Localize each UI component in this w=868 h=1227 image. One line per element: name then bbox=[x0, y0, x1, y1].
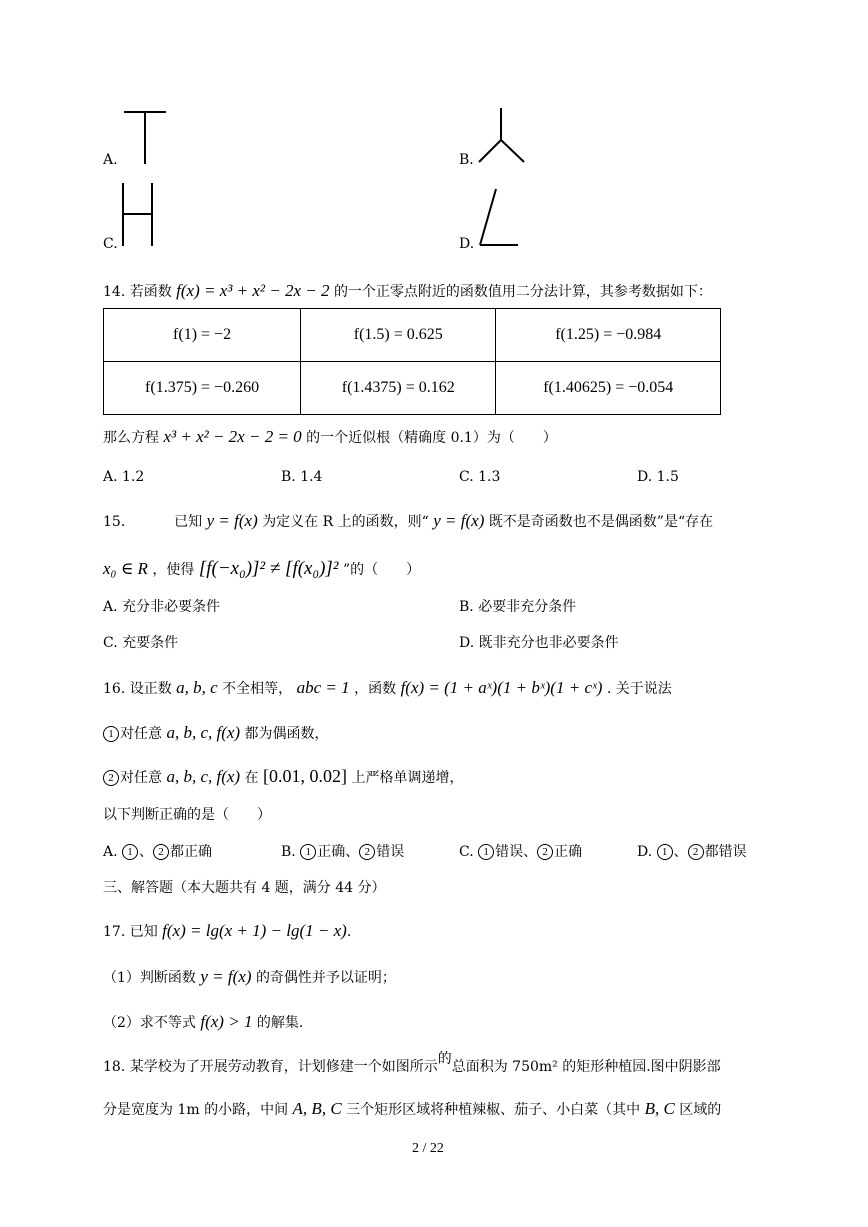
q15-yfx: y = f(x) bbox=[206, 511, 258, 530]
q15-option-b[interactable]: B. 必要非充分条件 bbox=[459, 599, 577, 615]
q15-yfx-2: y = f(x) bbox=[433, 511, 485, 530]
q15-text1: 已知 bbox=[174, 514, 203, 530]
q16-s2-pre: 对任意 bbox=[120, 770, 162, 786]
q15-text5: ”的（ ） bbox=[342, 562, 421, 578]
q15-inequality: [f(−x₀)]² ≠ [f(x₀)]² bbox=[198, 558, 339, 579]
q14-option-c[interactable]: C. 1.3 bbox=[459, 469, 501, 485]
circled-number: 1 bbox=[103, 726, 119, 742]
circled-number: 2 bbox=[153, 844, 169, 860]
q17-part1 bbox=[103, 967, 396, 987]
q16-s1-pre: 对任意 bbox=[120, 726, 162, 742]
circled-number: 2 bbox=[103, 770, 119, 786]
q18-text: 总面积为 750m² 的矩形种植园.图中阴影部 bbox=[451, 1059, 721, 1075]
option-label: C. bbox=[459, 844, 474, 860]
q15-text4: ，使得 bbox=[152, 562, 195, 578]
q16-function: f(x) = (1 + aˣ)(1 + bˣ)(1 + cˣ) bbox=[400, 678, 603, 697]
q15-option-d[interactable]: D. 既非充分也非必要条件 bbox=[459, 635, 619, 651]
q14-question bbox=[103, 427, 557, 447]
q17-part2 bbox=[103, 1012, 303, 1032]
q17-text1: 已知 bbox=[129, 924, 158, 940]
q18-text: 区域的 bbox=[679, 1102, 722, 1118]
page-number: 2 / 22 bbox=[412, 1141, 444, 1156]
option-text: 错误 bbox=[376, 844, 405, 860]
q16-s2-post: 上严格单调递增， bbox=[351, 770, 464, 786]
q18-line2 bbox=[103, 1099, 721, 1119]
q14-post: 的一个正零点附近的函数值用二分法计算，其参考数据如下： bbox=[333, 284, 712, 300]
q16-ask: 以下判断正确的是（ ） bbox=[103, 807, 271, 823]
q16-statement-2 bbox=[103, 766, 463, 787]
q13-option-c-label: C. bbox=[103, 236, 118, 252]
q16-abc-equals-1: abc = 1 bbox=[296, 678, 350, 697]
circled-number: 2 bbox=[537, 844, 553, 860]
q16-abc: a, b, c bbox=[176, 678, 218, 697]
circled-number: 1 bbox=[122, 844, 138, 860]
q13-figure-d bbox=[476, 185, 522, 249]
q14-option-d[interactable]: D. 1.5 bbox=[637, 469, 679, 485]
circled-number: 2 bbox=[359, 844, 375, 860]
q14-pre: 若函数 bbox=[129, 284, 172, 300]
circled-number: 1 bbox=[657, 844, 673, 860]
q17-p1-post: 的奇偶性并予以证明； bbox=[255, 970, 396, 986]
q17-p1-math: y = f(x) bbox=[200, 967, 252, 986]
q16-statement-1 bbox=[103, 723, 329, 743]
q16-s2-interval: [0.01, 0.02] bbox=[263, 766, 347, 786]
q16-option-a[interactable] bbox=[103, 841, 212, 861]
circled-number: 1 bbox=[478, 844, 494, 860]
table-cell: f(1.5) = 0.625 bbox=[301, 309, 496, 362]
q13-figure-a bbox=[120, 108, 170, 168]
table-row bbox=[104, 362, 721, 415]
option-label: A. bbox=[103, 844, 118, 860]
q17-dot: . bbox=[346, 924, 352, 940]
table-cell: f(1) = −2 bbox=[104, 309, 301, 362]
option-text: 正确、 bbox=[317, 844, 360, 860]
q13-figure-b bbox=[474, 104, 530, 166]
q16-text4: . 关于说法 bbox=[606, 681, 672, 697]
q13-option-b-label: B. bbox=[459, 152, 474, 168]
q18-text: 三个矩形区域将种植辣椒、茄子、小白菜（其中 bbox=[346, 1102, 641, 1118]
option-text: 、 bbox=[139, 844, 154, 860]
table-cell: f(1.375) = −0.260 bbox=[104, 362, 301, 415]
option-text: 都正确 bbox=[170, 844, 213, 860]
q14-equation: x³ + x² − 2x − 2 = 0 bbox=[163, 427, 302, 446]
option-label: B. bbox=[281, 844, 296, 860]
option-label: D. bbox=[637, 844, 653, 860]
q14-data-table bbox=[103, 308, 721, 415]
q14-function: f(x) = x³ + x² − 2x − 2 bbox=[176, 281, 330, 300]
q14-stem bbox=[103, 281, 712, 301]
q14-question-pre: 那么方程 bbox=[103, 430, 159, 446]
q15-text3: 既不是奇函数也不是偶函数”是“存在 bbox=[488, 514, 714, 530]
q18-line1 bbox=[103, 1051, 721, 1076]
q15-stem-line1 bbox=[103, 511, 713, 531]
q15-stem-line2 bbox=[103, 558, 420, 580]
q16-s1-post: 都为偶函数， bbox=[244, 726, 329, 742]
q15-option-c[interactable]: C. 充要条件 bbox=[103, 635, 179, 651]
table-cell: f(1.40625) = −0.054 bbox=[496, 362, 721, 415]
q17-p2-pre: （2）求不等式 bbox=[103, 1015, 196, 1031]
q18-text: 的 bbox=[437, 1051, 452, 1067]
q13-option-a-label: A. bbox=[103, 152, 118, 168]
section-heading: 三、解答题（本大题共有 4 题，满分 44 分） bbox=[103, 880, 386, 896]
circled-number: 2 bbox=[688, 844, 704, 860]
q16-stem bbox=[103, 678, 672, 698]
q16-s2-mid: 在 bbox=[244, 770, 259, 786]
q17-p2-math: f(x) > 1 bbox=[200, 1012, 253, 1031]
q17-function: f(x) = lg(x + 1) − lg(1 − x) bbox=[162, 921, 347, 940]
q18-math-abc: A, B, C bbox=[292, 1099, 342, 1118]
table-cell: f(1.25) = −0.984 bbox=[496, 309, 721, 362]
q13-figure-c bbox=[118, 180, 158, 250]
table-row bbox=[104, 309, 721, 362]
q16-text1: 设正数 bbox=[129, 681, 172, 697]
q16-s1-math: a, b, c, f(x) bbox=[166, 723, 241, 742]
q16-option-b[interactable] bbox=[281, 841, 404, 861]
q14-number: 14. bbox=[103, 284, 126, 300]
q18-text: 18. 某学校为了开展劳动教育，计划修建一个如图所示 bbox=[103, 1059, 438, 1075]
circled-number: 1 bbox=[300, 844, 316, 860]
option-text: 都错误 bbox=[704, 844, 747, 860]
q16-text3: ，函数 bbox=[354, 681, 397, 697]
q14-option-a[interactable]: A. 1.2 bbox=[103, 469, 145, 485]
q16-option-d[interactable] bbox=[637, 841, 747, 861]
q16-text2: 不全相等， bbox=[222, 681, 293, 697]
q16-s2-math: a, b, c, f(x) bbox=[166, 767, 241, 786]
q15-x0-in-r: x₀ ∈ R bbox=[103, 559, 148, 578]
q17-p1-pre: （1）判断函数 bbox=[103, 970, 196, 986]
q17-number: 17. bbox=[103, 924, 126, 940]
option-text: 错误、 bbox=[495, 844, 538, 860]
table-cell: f(1.4375) = 0.162 bbox=[301, 362, 496, 415]
q15-number: 15. bbox=[103, 514, 126, 530]
q15-option-a[interactable]: A. 充分非必要条件 bbox=[103, 599, 221, 615]
q18-math-bc: B, C bbox=[644, 1099, 675, 1118]
q13-option-d-label: D. bbox=[459, 236, 475, 252]
q14-question-post: 的一个近似根（精确度 0.1）为（ ） bbox=[306, 430, 557, 446]
q17-p2-post: 的解集. bbox=[256, 1015, 304, 1031]
option-text: 正确 bbox=[554, 844, 583, 860]
q16-number: 16. bbox=[103, 681, 126, 697]
q18-text: 分是宽度为 1m 的小路，中间 bbox=[103, 1102, 289, 1118]
q16-option-c[interactable] bbox=[459, 841, 582, 861]
option-text: 、 bbox=[673, 844, 688, 860]
q17-stem bbox=[103, 921, 351, 941]
q14-option-b[interactable]: B. 1.4 bbox=[281, 469, 323, 485]
q15-text2: 为定义在 R 上的函数，则“ bbox=[262, 514, 429, 530]
